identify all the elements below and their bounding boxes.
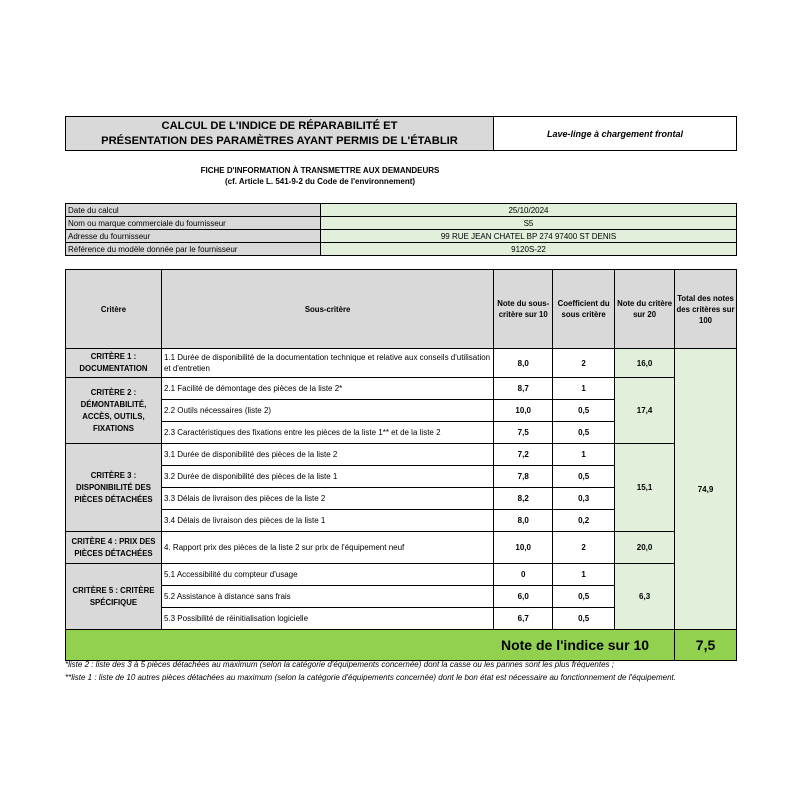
sous-critere-note: 10,0 — [494, 532, 553, 564]
sous-critere-label: 3.1 Durée de disponibilité des pièces de la liste 2 — [161, 444, 493, 466]
info-row — [66, 243, 737, 256]
info-value: 9120S-22 — [321, 243, 737, 256]
critere-name: CRITÈRE 5 : CRITÈRE SPÉCIFIQUE — [66, 564, 162, 630]
info-label: Date du calcul — [66, 204, 321, 217]
sous-critere-label: 1.1 Durée de disponibilité de la documentation technique et relative aux conseils d'utilisation et d'entretien — [161, 349, 493, 378]
critere-note: 17,4 — [615, 378, 675, 444]
title-line-2: PRÉSENTATION DES PARAMÈTRES AYANT PERMIS DE L'ÉTABLIR — [101, 135, 458, 147]
sous-critere-label: 2.1 Facilité de démontage des pièces de la liste 2* — [161, 378, 493, 400]
subtitle-line-2: (cf. Article L. 541-9-2 du Code de l'environnement) — [224, 177, 416, 186]
sous-critere-note: 0 — [494, 564, 553, 586]
col-critere: Critère — [66, 270, 162, 349]
sous-critere-label: 3.3 Délais de livraison des pièces de la liste 2 — [161, 488, 493, 510]
sous-critere-coef: 0,5 — [553, 586, 615, 608]
total-value: 74,9 — [675, 349, 737, 630]
info-label: Adresse du fournisseur — [66, 230, 321, 243]
col-total: Total des notes des critères sur 100 — [675, 270, 737, 349]
sous-critere-coef: 1 — [553, 444, 615, 466]
info-row — [66, 230, 737, 243]
subtitle-line-1: FICHE D'INFORMATION À TRANSMETTRE AUX DEMANDEURS — [200, 166, 440, 175]
sous-critere-note: 7,8 — [494, 466, 553, 488]
sous-critere-coef: 0,5 — [553, 608, 615, 630]
critere-note: 16,0 — [615, 349, 675, 378]
sous-critere-coef: 1 — [553, 378, 615, 400]
final-row — [66, 630, 737, 661]
sous-critere-coef: 0,3 — [553, 488, 615, 510]
sous-critere-note: 6,7 — [494, 608, 553, 630]
document-title — [65, 116, 494, 151]
sous-critere-label: 2.2 Outils nécessaires (liste 2) — [161, 400, 493, 422]
info-label: Nom ou marque commerciale du fournisseur — [66, 217, 321, 230]
critere-note: 15,1 — [615, 444, 675, 532]
sous-critere-note: 7,2 — [494, 444, 553, 466]
critere-name: CRITÈRE 4 : PRIX DES PIÈCES DÉTACHÉES — [66, 532, 162, 564]
info-row — [66, 204, 737, 217]
subtitle — [150, 165, 490, 187]
title-line-1: CALCUL DE L'INDICE DE RÉPARABILITÉ ET — [161, 120, 398, 132]
table-row — [66, 444, 737, 466]
sous-critere-label: 5.2 Assistance à distance sans frais — [161, 586, 493, 608]
sous-critere-coef: 0,2 — [553, 510, 615, 532]
col-note-critere: Note du critère sur 20 — [615, 270, 675, 349]
footnote-liste-1: **liste 1 : liste de 10 autres pièces détachées au maximum (selon la catégorie d'équipements concernée) dont le bon état est nécessaire au fonctionnement de l'équipement. — [65, 673, 676, 682]
sous-critere-label: 4. Rapport prix des pièces de la liste 2 sur prix de l'équipement neuf — [161, 532, 493, 564]
sous-critere-note: 8,7 — [494, 378, 553, 400]
sous-critere-note: 8,2 — [494, 488, 553, 510]
sous-critere-coef: 2 — [553, 349, 615, 378]
table-header — [66, 270, 737, 349]
sous-critere-label: 2.3 Caractéristiques des fixations entre les pièces de la liste 1** et de la liste 2 — [161, 422, 493, 444]
sous-critere-note: 8,0 — [494, 510, 553, 532]
final-score-value: 7,5 — [675, 630, 737, 661]
sous-critere-note: 10,0 — [494, 400, 553, 422]
footnotes — [65, 658, 737, 684]
critere-name: CRITÈRE 3 : DISPONIBILITÉ DES PIÈCES DÉTACHÉES — [66, 444, 162, 532]
table-row — [66, 532, 737, 564]
sous-critere-label: 3.4 Délais de livraison des pièces de la liste 1 — [161, 510, 493, 532]
sous-critere-label: 5.3 Possibilité de réinitialisation logicielle — [161, 608, 493, 630]
footnote-liste-2: *liste 2 : liste des 3 à 5 pièces détachées au maximum (selon la catégorie d'équipements concernée) dont la casse ou les pannes sont les plus fréquentes ; — [65, 660, 614, 669]
col-coefficient: Coefficient du sous critère — [553, 270, 615, 349]
critere-name: CRITÈRE 2 : DÉMONTABILITÉ, ACCÈS, OUTILS, FIXATIONS — [66, 378, 162, 444]
sous-critere-label: 5.1 Accessibilité du compteur d'usage — [161, 564, 493, 586]
sous-critere-note: 7,5 — [494, 422, 553, 444]
critere-name: CRITÈRE 1 : DOCUMENTATION — [66, 349, 162, 378]
table-row — [66, 378, 737, 400]
info-value: S5 — [321, 217, 737, 230]
final-score-label: Note de l'indice sur 10 — [66, 630, 675, 661]
critere-note: 20,0 — [615, 532, 675, 564]
product-type: Lave-linge à chargement frontal — [494, 116, 737, 151]
sous-critere-note: 6,0 — [494, 586, 553, 608]
supplier-info-table — [65, 203, 737, 256]
sous-critere-coef: 0,5 — [553, 400, 615, 422]
info-row — [66, 217, 737, 230]
sous-critere-coef: 0,5 — [553, 422, 615, 444]
table-row — [66, 349, 737, 378]
sous-critere-coef: 1 — [553, 564, 615, 586]
info-value: 25/10/2024 — [321, 204, 737, 217]
repairability-table — [65, 269, 737, 661]
table-row — [66, 564, 737, 586]
critere-note: 6,3 — [615, 564, 675, 630]
sous-critere-coef: 0,5 — [553, 466, 615, 488]
col-note-sous-critere: Note du sous-critère sur 10 — [494, 270, 553, 349]
info-label: Référence du modèle donnée par le fournisseur — [66, 243, 321, 256]
info-value: 99 RUE JEAN CHATEL BP 274 97400 ST DENIS — [321, 230, 737, 243]
col-sous-critere: Sous-critère — [161, 270, 493, 349]
sous-critere-coef: 2 — [553, 532, 615, 564]
sous-critere-label: 3.2 Durée de disponibilité des pièces de la liste 1 — [161, 466, 493, 488]
sous-critere-note: 8,0 — [494, 349, 553, 378]
